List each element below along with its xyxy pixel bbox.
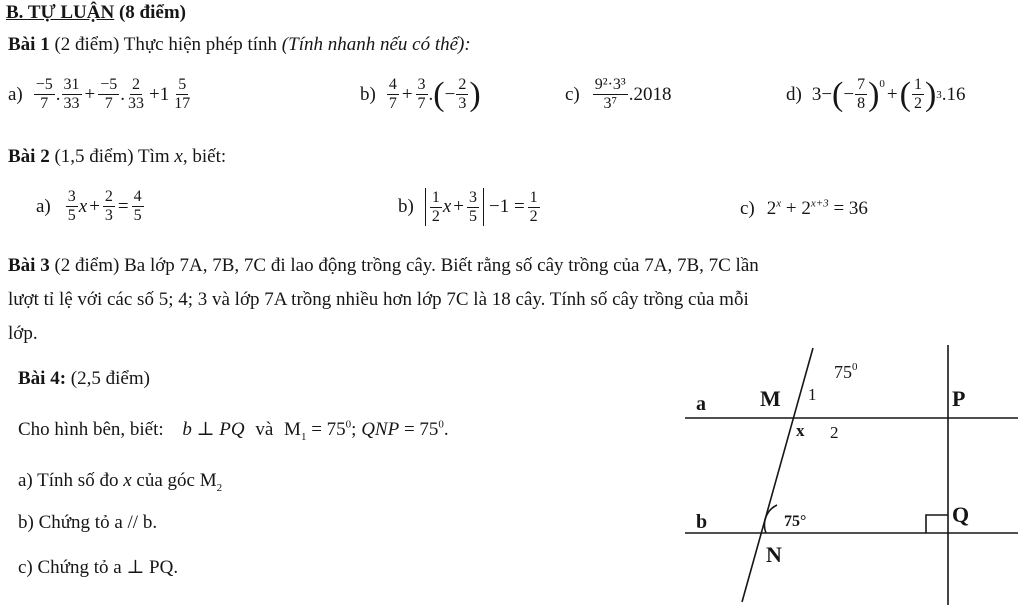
bai3-line3: lớp. (8, 323, 38, 344)
fraction: $\frac{1}{2}$ (431, 188, 440, 225)
bai4-question-b: b) Chứng tỏ a // b. (18, 512, 158, 533)
fraction: $\frac{4}{5}$ (133, 188, 142, 224)
fraction: $\frac{3}{7}$ (417, 76, 426, 112)
bai2-heading: Bài 2 (1,5 điểm) Tìm x, biết: (8, 146, 227, 167)
geometry-figure (680, 340, 1020, 610)
fraction: $\frac{1}{2}$ (529, 188, 538, 225)
label-q: Q (952, 502, 970, 527)
label-n: N (766, 542, 782, 567)
fraction: $\frac{1}{2}$ (913, 76, 922, 112)
bai3-line2: lượt tỉ lệ với các số 5; 4; 3 và lớp 7A trồng nhiều hơn lớp 7C là 18 cây. Tính số cây trồng của mỗi (8, 289, 749, 310)
fraction: $\frac{\text{9²·3³}}{\text{3⁷}}$ (594, 76, 626, 112)
fraction: $\frac{-5}{7}$ (100, 76, 118, 112)
label-x: x (796, 421, 805, 440)
bai1-note: (Tính nhanh nếu có thể): (281, 34, 471, 55)
bai1-b: b) $\frac{4}{7}$ + $\frac{3}{7}$ . ( − $\frac{2}{3}$ ) (360, 75, 481, 113)
fraction: $\frac{5}{17}$ (174, 76, 191, 112)
label-m: M (760, 386, 781, 411)
bai1-points: (2 điểm) Thực hiện phép tính (54, 34, 278, 55)
fraction: $\frac{2}{33}$ (128, 76, 145, 112)
bai3-line1: Bài 3 (2 điểm) Ba lớp 7A, 7B, 7C đi lao động trồng cây. Biết rằng số cây trồng của 7A, 7B, 7C lần (8, 255, 759, 276)
bai4-question-a: a) Tính số đo x của góc $M_2$ (18, 470, 223, 494)
label-angle-top: $75^0$ (834, 361, 858, 382)
section-header (6, 2, 186, 24)
bai4-question-c: c) Chứng tỏ a ⊥ PQ. (18, 557, 179, 578)
bai2-a: a) $\frac{3}{5}$ x + $\frac{2}{3}$ = $\frac{4}{5}$ (36, 188, 142, 224)
fraction: $\frac{31}{33}$ (63, 76, 80, 112)
bai1-heading (8, 34, 471, 56)
fraction: $\frac{2}{3}$ (458, 76, 467, 112)
fraction: $\frac{-5}{7}$ (35, 76, 53, 112)
section-points: (8 điểm) (118, 2, 186, 23)
bai1-d: d) 3− ( − $\frac{7}{8}$ ) 0 + ( $\frac{1}{2}$ ) 3 .16 (786, 75, 966, 113)
section-title: B. TỰ LUẬN (6, 2, 115, 23)
bai2-b: b) $\frac{1}{2}$ x + $\frac{3}{5}$ −1 = $\frac{1}{2}$ (398, 188, 538, 225)
bai1-label: Bài 1 (8, 34, 50, 55)
bai4-heading: Bài 4: (2,5 điểm) (18, 368, 150, 389)
label-p: P (952, 386, 966, 411)
bai1-c: c) $\frac{\text{9²·3³}}{\text{3⁷}}$ .2018 (565, 76, 672, 112)
label-2: 2 (830, 423, 839, 442)
right-angle-marker (926, 515, 948, 533)
fraction: $\frac{4}{7}$ (388, 76, 397, 112)
fraction: $\frac{7}{8}$ (857, 76, 866, 112)
fraction: $\frac{2}{3}$ (104, 188, 113, 224)
bai1-a: a) $\frac{-5}{7}$ . $\frac{31}{33}$ + $\frac{-5}{7}$ . $\frac{2}{33}$ +1 $\frac{5}{17}$ (8, 76, 191, 112)
bai1-a-tag: a) (8, 83, 23, 105)
label-1: 1 (808, 385, 817, 404)
label-a: a (696, 393, 706, 415)
bai4-given: Cho hình bên, biết: b ⊥ PQ và $M_1 = 75^0$; QNP = $75^0$. (18, 418, 449, 443)
bai2-c: c) $2^x + 2^{x+3} = 36$ (740, 197, 868, 219)
angle-arc-n (764, 505, 777, 533)
fraction: $\frac{3}{5}$ (468, 188, 477, 225)
label-b: b (696, 511, 708, 533)
label-angle-bottom: 75° (784, 513, 807, 530)
fraction: $\frac{3}{5}$ (67, 188, 76, 224)
